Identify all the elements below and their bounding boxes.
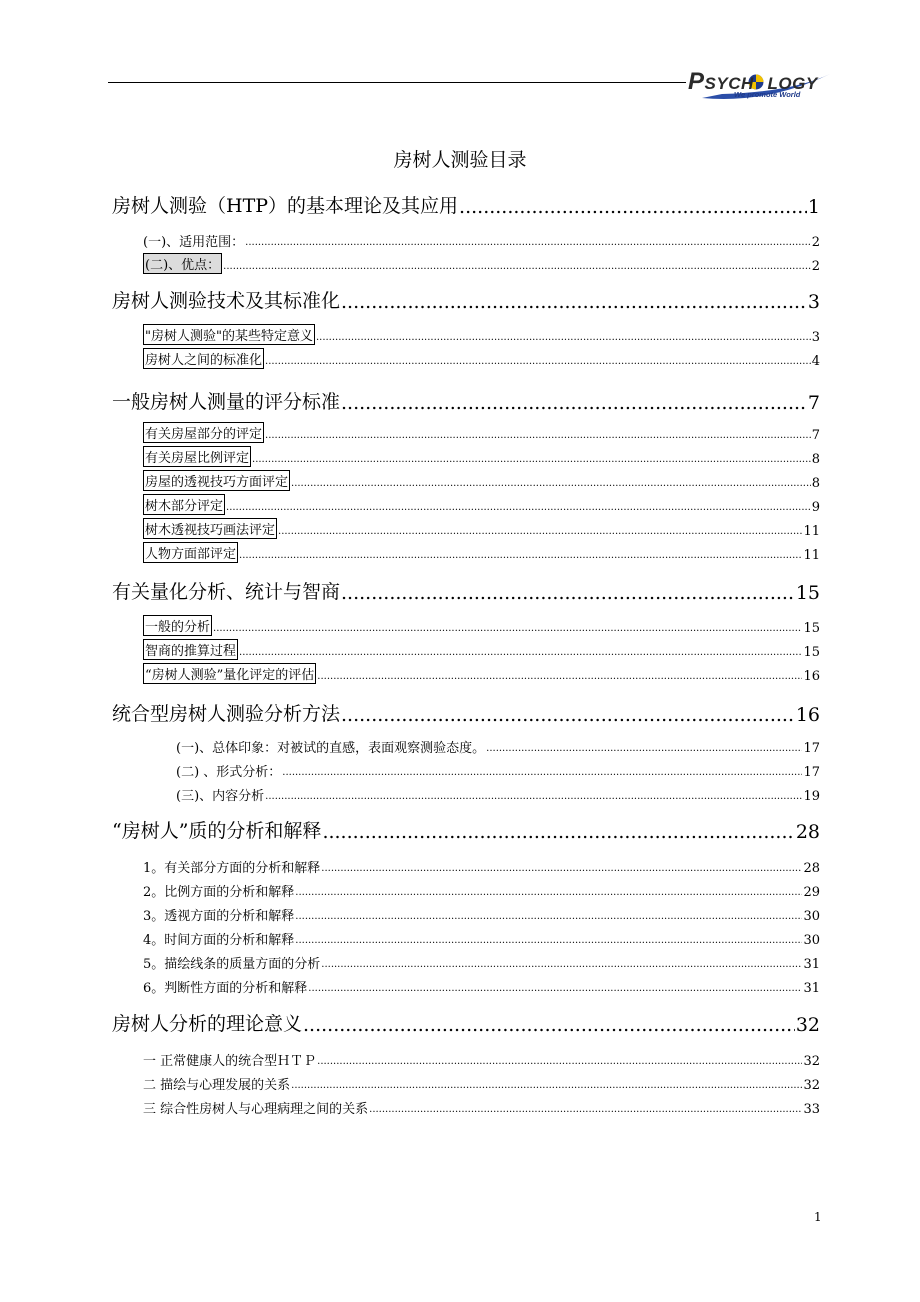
toc-entry[interactable] <box>143 618 820 636</box>
toc-leader <box>308 982 802 996</box>
toc-page: 7 <box>811 428 820 443</box>
toc-page: 33 <box>803 1102 820 1117</box>
toc-page: 4 <box>811 354 820 369</box>
toc-page: 8 <box>811 452 820 467</box>
toc-label: 有关房屋部分的评定 <box>143 422 264 443</box>
toc-label: (一)、适用范围： <box>143 235 245 250</box>
toc-entry[interactable] <box>143 858 820 876</box>
toc-entry[interactable] <box>143 666 820 684</box>
toc-leader <box>226 501 811 515</box>
toc-page: 30 <box>803 933 820 948</box>
toc-leader <box>278 525 802 539</box>
toc-leader <box>291 1079 802 1093</box>
toc-page: 3 <box>811 330 820 345</box>
toc-leader <box>486 742 802 756</box>
toc-entry[interactable] <box>143 351 820 369</box>
toc-leader <box>223 260 811 274</box>
toc-label: 人物方面部评定 <box>143 542 238 563</box>
toc-leader <box>265 355 811 369</box>
toc-entry[interactable] <box>143 449 820 467</box>
page-title: 房树人测验目录 <box>393 149 527 171</box>
toc-page: 16 <box>795 704 820 726</box>
toc-label: 3。透视方面的分析和解释 <box>143 909 295 924</box>
toc-label: 4。时间方面的分析和解释 <box>143 933 295 948</box>
toc-page: 16 <box>803 669 820 684</box>
toc-leader <box>265 790 802 804</box>
toc-chapter[interactable] <box>112 578 820 604</box>
toc-label: 一般房树人测量的评分标准 <box>112 391 341 413</box>
toc-page: 29 <box>803 885 820 900</box>
toc-label: “房树人”质的分析和解释 <box>112 820 322 842</box>
toc-leader <box>295 910 802 924</box>
toc-entry[interactable] <box>176 762 820 780</box>
toc-page: 15 <box>795 582 820 604</box>
toc-page: 9 <box>811 500 820 515</box>
toc-label: (三)、内容分析 <box>176 789 265 804</box>
toc-page: 32 <box>795 1014 820 1036</box>
toc-page: 28 <box>803 861 820 876</box>
toc-leader <box>341 704 795 726</box>
toc-page: 15 <box>803 645 820 660</box>
toc-entry[interactable] <box>143 930 820 948</box>
toc-chapter[interactable] <box>112 700 820 726</box>
toc-page: 2 <box>811 259 820 274</box>
toc-entry[interactable] <box>143 327 820 345</box>
toc-label: 智商的推算过程 <box>143 639 238 660</box>
logo-tagline: We promote World <box>734 90 801 99</box>
toc-page: 17 <box>803 741 820 756</box>
toc-entry[interactable] <box>143 473 820 491</box>
toc-leader <box>317 670 802 684</box>
toc-label: 树木部分评定 <box>143 494 225 515</box>
toc-entry[interactable] <box>143 1051 820 1069</box>
toc-entry[interactable] <box>143 1099 820 1117</box>
toc-label: 5。描绘线条的质量方面的分析 <box>143 957 321 972</box>
toc-page: 1 <box>807 196 820 218</box>
toc-leader <box>282 766 802 780</box>
toc-label: 有关房屋比例评定 <box>143 446 251 467</box>
toc-leader <box>322 821 794 843</box>
toc-page: 31 <box>803 981 820 996</box>
toc-entry[interactable] <box>143 882 820 900</box>
toc-label: 统合型房树人测验分析方法 <box>112 703 341 725</box>
toc-leader <box>295 886 802 900</box>
toc-label: (二) 、形式分析： <box>176 765 282 780</box>
toc-chapter[interactable] <box>112 817 820 843</box>
toc-label: 一般的分析 <box>143 615 212 636</box>
toc-leader <box>239 549 802 563</box>
toc-leader <box>303 1014 795 1036</box>
toc-label: "房树人测验"的某些特定意义 <box>143 324 315 345</box>
toc-label: 6。判断性方面的分析和解释 <box>143 981 308 996</box>
toc-leader <box>321 862 802 876</box>
toc-leader <box>459 196 807 218</box>
toc-page: 15 <box>803 621 820 636</box>
toc-entry[interactable] <box>143 256 820 274</box>
toc-page: 32 <box>803 1078 820 1093</box>
toc-entry[interactable] <box>176 786 820 804</box>
toc-page: 11 <box>803 524 820 539</box>
toc-chapter[interactable] <box>112 287 820 313</box>
logo-wordmark: PSYCH LOGY <box>688 68 818 95</box>
toc-leader <box>295 934 802 948</box>
toc-page: 8 <box>811 476 820 491</box>
toc-chapter[interactable] <box>112 1010 820 1036</box>
toc-label: 房屋的透视技巧方面评定 <box>143 470 290 491</box>
toc-label: (一)、总体印象：对被试的直感，表面观察测验态度。 <box>176 741 486 756</box>
toc-leader <box>291 477 811 491</box>
toc-chapter[interactable] <box>112 388 820 414</box>
toc-label: 房树人测验（HTP）的基本理论及其应用 <box>112 195 459 217</box>
toc-leader <box>321 958 802 972</box>
toc-leader <box>341 392 807 414</box>
toc-page: 17 <box>803 765 820 780</box>
toc-page: 3 <box>807 291 820 313</box>
toc-entry[interactable] <box>143 497 820 515</box>
toc-leader <box>245 236 811 250</box>
toc-entry[interactable] <box>143 642 820 660</box>
toc-label: (二)、优点： <box>143 253 222 274</box>
toc-page: 19 <box>803 789 820 804</box>
toc-page: 30 <box>803 909 820 924</box>
toc-leader <box>341 582 795 604</box>
toc-page: 28 <box>795 821 820 843</box>
toc-entry[interactable] <box>143 978 820 996</box>
toc-entry[interactable] <box>143 425 820 443</box>
toc-page: 11 <box>803 548 820 563</box>
toc-label: 三 综合性房树人与心理病理之间的关系 <box>143 1102 369 1117</box>
toc-label: 一 正常健康人的统合型ＨＴＰ <box>143 1054 317 1069</box>
toc-label: 房树人测验技术及其标准化 <box>112 290 341 312</box>
toc-chapter[interactable] <box>112 192 820 218</box>
toc-label: 1。有关部分方面的分析和解释 <box>143 861 321 876</box>
toc-label: 树木透视技巧画法评定 <box>143 518 277 539</box>
toc-leader <box>239 646 802 660</box>
toc-entry[interactable] <box>143 906 820 924</box>
toc-entry[interactable] <box>143 1075 820 1093</box>
toc-entry[interactable] <box>143 521 820 539</box>
toc-label: 房树人分析的理论意义 <box>112 1013 303 1035</box>
toc-label: 2。比例方面的分析和解释 <box>143 885 295 900</box>
toc-page: 7 <box>807 392 820 414</box>
toc-leader <box>341 291 807 313</box>
toc-label: 有关量化分析、统计与智商 <box>112 581 341 603</box>
toc-entry[interactable] <box>143 545 820 563</box>
toc-page: 31 <box>803 957 820 972</box>
toc-entry[interactable] <box>176 738 820 756</box>
page-number: 1 <box>814 1210 822 1224</box>
toc-leader <box>316 331 811 345</box>
toc-page: 32 <box>803 1054 820 1069</box>
toc-leader <box>213 622 802 636</box>
toc-label: 房树人之间的标准化 <box>143 348 264 369</box>
toc-leader <box>265 429 811 443</box>
toc-leader <box>369 1103 802 1117</box>
toc-leader <box>252 453 811 467</box>
toc-leader <box>317 1055 802 1069</box>
toc-label: 二 描绘与心理发展的关系 <box>143 1078 291 1093</box>
toc-label: “房树人测验”量化评定的评估 <box>143 663 316 684</box>
toc-entry[interactable] <box>143 954 820 972</box>
toc-page: 2 <box>811 235 820 250</box>
toc-entry[interactable] <box>143 232 820 250</box>
